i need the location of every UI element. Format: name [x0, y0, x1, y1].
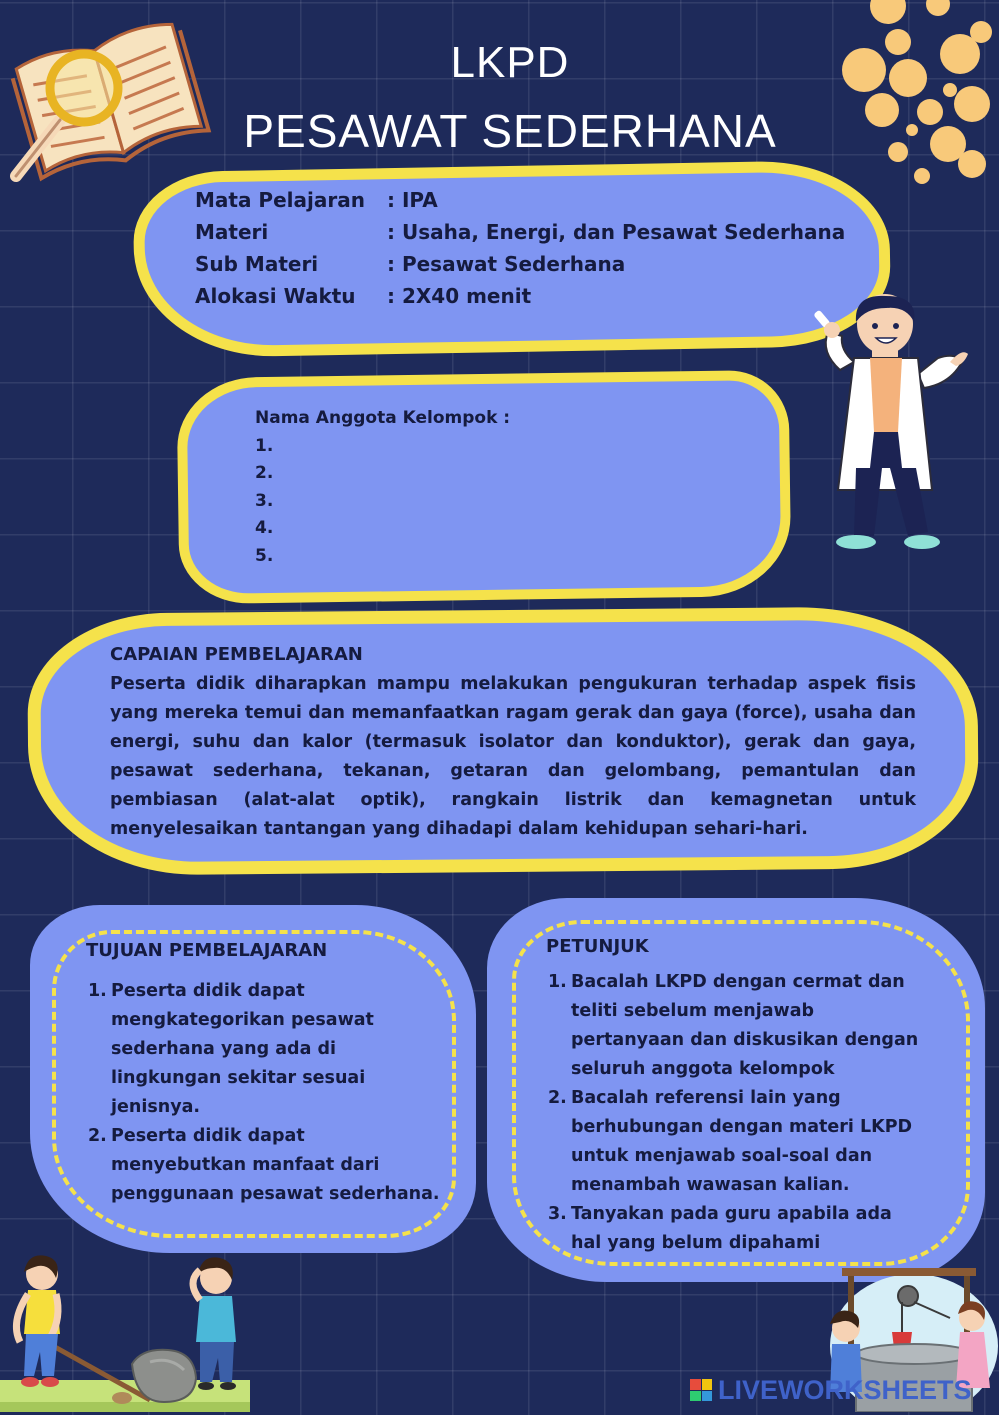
info-list	[195, 186, 845, 310]
info-value: : Usaha, Energi, dan Pesawat Sederhana	[387, 220, 846, 244]
info-label: Materi	[195, 220, 269, 244]
member-slot: 5.	[255, 545, 274, 566]
decorative-dots	[838, 0, 999, 186]
list-item: 1. Peserta didik dapat mengkategorikan pesawat sederhana yang ada di lingkungan sekitar sesuai jenisnya.	[88, 981, 374, 1117]
petunjuk-list	[548, 968, 924, 1258]
tujuan-list	[88, 977, 444, 1209]
capaian-title: CAPAIAN PEMBELAJARAN	[110, 644, 363, 665]
list-item: 3. Tanyakan pada guru apabila ada hal yang belum dipahami	[548, 1204, 892, 1253]
info-value: : 2X40 menit	[387, 284, 532, 308]
list-item: 1. Bacalah LKPD dengan cermat dan teliti sebelum menjawab pertanyaan dan diskusikan dengan seluruh anggota kelompok	[548, 972, 919, 1079]
petunjuk-title: PETUNJUK	[546, 936, 649, 957]
info-value: : Pesawat Sederhana	[387, 252, 626, 276]
scientist-illustration	[810, 292, 970, 558]
member-slot: 4.	[255, 518, 274, 538]
tujuan-title: TUJUAN PEMBELAJARAN	[86, 940, 328, 961]
page-title-line2: PESAWAT SEDERHANA	[243, 105, 777, 157]
book-magnifier-icon	[4, 4, 214, 186]
group-members	[255, 405, 510, 570]
info-label: Sub Materi	[195, 252, 319, 276]
group-members-title: Nama Anggota Kelompok :	[255, 408, 511, 428]
list-item: 2. Bacalah referensi lain yang berhubungan dengan materi LKPD untuk menjawab soal-soal dan menambah wawasan kalian.	[548, 1088, 913, 1195]
info-label: Alokasi Waktu	[195, 284, 356, 308]
liveworksheets-watermark	[690, 1375, 995, 1405]
liveworksheets-logo-icon	[690, 1379, 712, 1401]
member-slot: 2.	[255, 463, 274, 483]
info-label: Mata Pelajaran	[195, 188, 365, 212]
member-slot: 1.	[255, 435, 274, 456]
page-title-line1: LKPD	[450, 38, 570, 87]
watermark-text: LIVEWORKSHEETS	[718, 1374, 972, 1405]
member-slot: 3.	[255, 490, 274, 511]
list-item: 2. Peserta didik dapat menyebutkan manfaat dari penggunaan pesawat sederhana.	[88, 1126, 440, 1204]
capaian-body: Peserta didik diharapkan mampu melakukan pengukuran terhadap aspek fisis yang mereka temui dan memanfaatkan ragam gerak dan gaya (force), usaha dan energi, suhu dan kalor (termasuk isolator dan konduktor), gerak dan gaya, pesawat sederhana, tekanan, getaran dan gelombang, pemantulan dan pembiasan (alat-alat optik), rangkain listrik dan kemagnetan untuk menyelesaikan tantangan yang dihadapi dalam kehidupan sehari-hari.	[110, 674, 916, 839]
info-value: : IPA	[387, 188, 438, 212]
kids-lever-illustration	[0, 1252, 256, 1412]
